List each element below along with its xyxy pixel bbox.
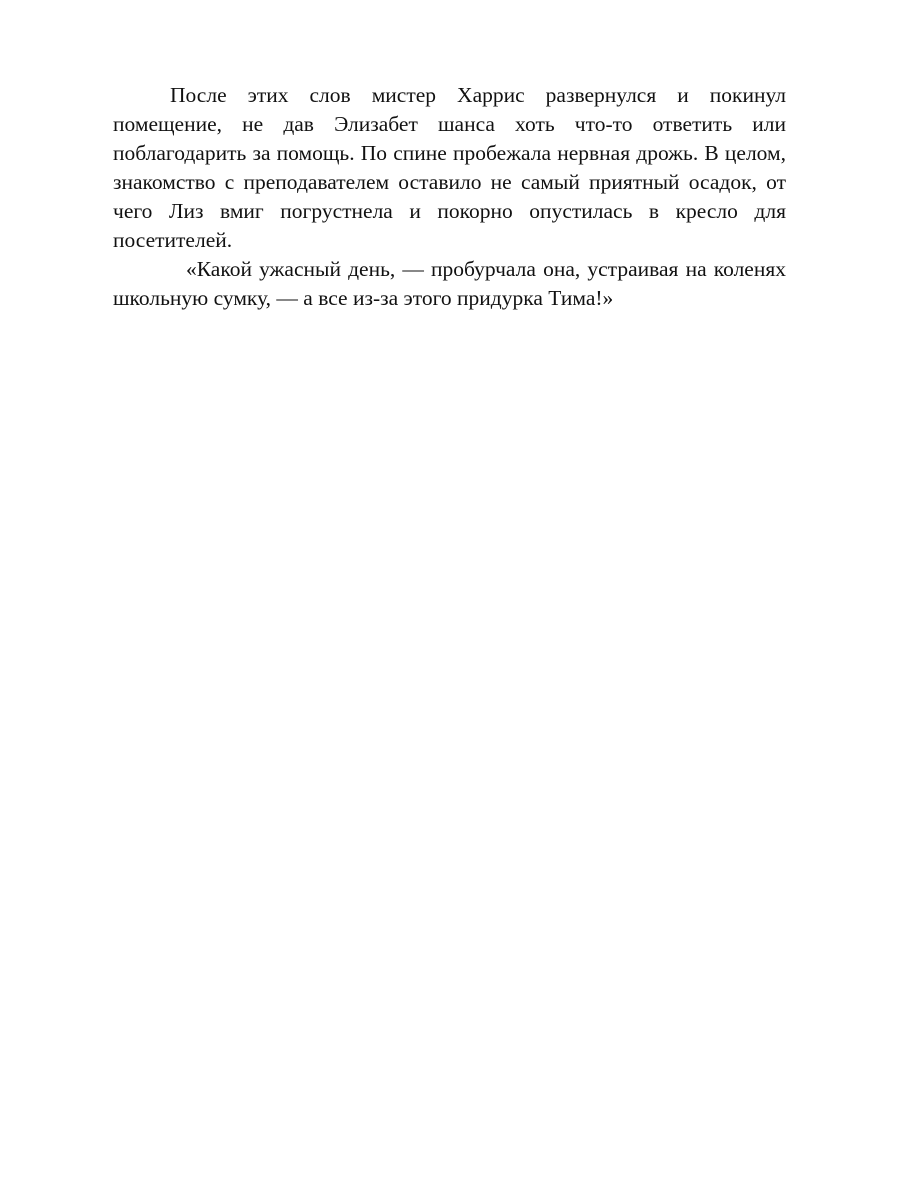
paragraph-quote: «Какой ужасный день, — пробурчала она, устраивая на коленях школьную сумку, — а все из-за этого придурка Тима!» [113, 257, 786, 310]
document-body [113, 81, 786, 313]
paragraph-narration: После этих слов мистер Харрис развернулся и покинул помещение, не дав Элизабет шанса хоть что-то ответить или поблагодарить за помощь. По спине пробежала нервная дрожь. В целом, знакомство с преподавателем оставило не самый приятный осадок, от чего Лиз вмиг погрустнела и покорно опустилась в кресло для посетителей. [113, 83, 786, 252]
